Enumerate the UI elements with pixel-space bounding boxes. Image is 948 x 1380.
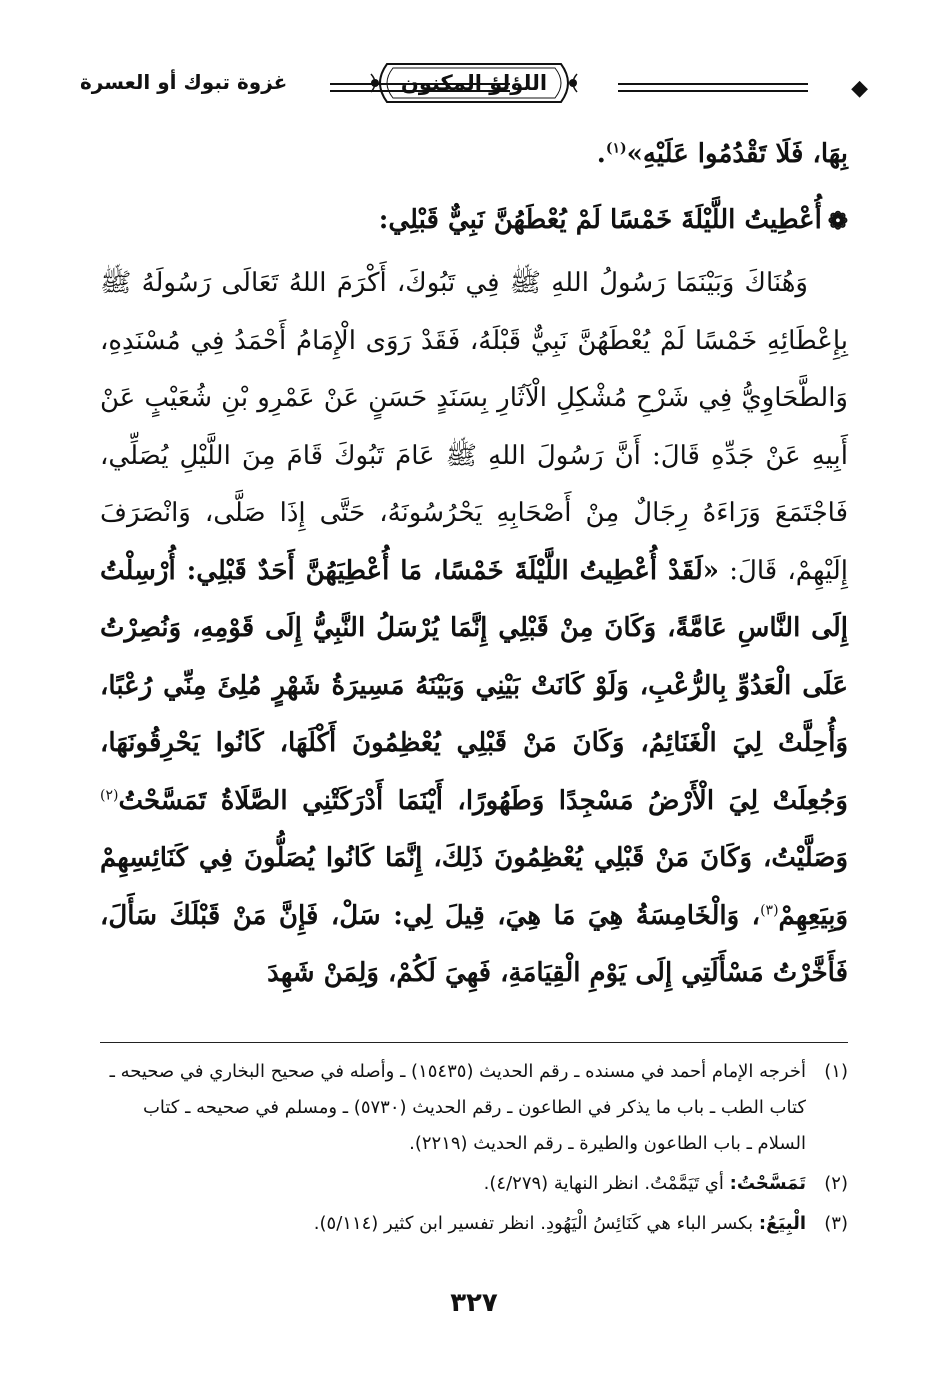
- footnote-ref-2: (٢): [100, 787, 119, 804]
- footnote-ref-3: (٣): [760, 902, 779, 919]
- lead-line-text: بِهَا، فَلَا تَقْدُمُوا عَلَيْهِ»: [626, 139, 848, 169]
- header-ornament-icon: ◆: [851, 76, 868, 101]
- lead-line-end: .: [596, 139, 606, 169]
- book-title: اللؤلؤ المكنون: [400, 71, 548, 95]
- footnote-body: أي تَيَمَّمْتُ. انظر النهاية (٤/٢٧٩).: [483, 1173, 724, 1194]
- running-header: [80, 54, 868, 114]
- header-rule-right: [618, 83, 808, 92]
- footnote-item: [100, 1166, 848, 1202]
- footnote-number: (٢): [824, 1173, 848, 1194]
- footnote-term: تَمَسَّحْتُ:: [729, 1173, 806, 1194]
- footnote-number: (٣): [824, 1213, 848, 1234]
- footnote-text: [100, 1206, 806, 1242]
- footnote-item: [100, 1054, 848, 1162]
- footnotes: [100, 1054, 848, 1246]
- footnote-body: بكسر الباء هي كَنَائِسُ الْيَهُودِ. انظر تفسير ابن كثير (٥/١١٤).: [313, 1213, 754, 1234]
- header-rule-left: [330, 83, 510, 92]
- footnote-text: [100, 1054, 806, 1162]
- hadith-quote-2: وَصَلَّيْتُ، وَكَانَ مَنْ قَبْلِي يُعْظِمُونَ ذَلِكَ، إِنَّمَا كَانُوا يُصَلُّونَ فِي كَنَائِسِهِمْ وَبِيَعِهِمْ: [100, 843, 848, 931]
- flower-bullet-icon: ❁: [827, 205, 848, 235]
- hadith-quote-1: «لَقَدْ أُعْطِيتُ اللَّيْلَةَ خَمْسًا، مَا أُعْطِيَهُنَّ أَحَدٌ قَبْلِي: أُرْسِلْتُ إِلَى النَّاسِ عَامَّةً، وَكَانَ مِنْ قَبْلِي إِنَّمَا يُرْسَلُ النَّبِيُّ إِلَى قَوْمِهِ، وَنُصِرْتُ عَلَى الْعَدُوِّ بِالرُّعْبِ، وَلَوْ كَانَتْ بَيْنِي وَبَيْنَهُ مَسِيرَةُ شَهْرٍ مُلِئَ مِنِّي رُعْبًا، وَأُحِلَّتْ لِيَ الْغَنَائِمُ، وَكَانَ مَنْ قَبْلِي يُعْظِمُونَ أَكْلَهَا، كَانُوا يَحْرِقُونَهَا، وَجُعِلَتْ لِيَ الْأَرْضُ مَسْجِدًا وَطَهُورًا، أَيْنَمَا أَدْرَكَتْنِي الصَّلَاةُ تَمَسَّحْتُ: [100, 555, 848, 816]
- main-text: [100, 126, 848, 1003]
- footnote-item: [100, 1206, 848, 1242]
- footnote-term: الْبِيَعُ:: [758, 1213, 806, 1234]
- footnote-separator: [100, 1042, 848, 1043]
- footnote-text: [100, 1166, 806, 1202]
- paragraph: [100, 255, 848, 1003]
- lead-line: [100, 126, 848, 184]
- hadith-quote-3: ، وَالْخَامِسَةُ هِيَ مَا هِيَ، قِيلَ لِي: سَلْ، فَإِنَّ مَنْ قَبْلَكَ سَأَلَ، فَأَخَّرْتُ مَسْأَلَتِي إِلَى يَوْمِ الْقِيَامَةِ، فَهِيَ لَكُمْ، وَلِمَنْ شَهِدَ: [100, 900, 848, 989]
- footnote-body: أخرجه الإمام أحمد في مسنده ـ رقم الحديث (١٥٤٣٥) ـ وأصله في صحيح البخاري في صحيحه ـ كتاب الطب ـ باب ما يذكر في الطاعون ـ رقم الحديث (٥٧٣٠) ـ ومسلم في صحيحه ـ كتاب السلام ـ باب الطاعون والطيرة ـ رقم الحديث (٢٢١٩).: [109, 1061, 806, 1154]
- page-number: ٣٢٧: [450, 1288, 498, 1318]
- footnote-number: (١): [824, 1061, 848, 1082]
- footnote-ref-1: (١): [605, 140, 627, 157]
- section-heading-text: أُعْطِيتُ اللَّيْلَةَ خَمْسًا لَمْ يُعْطَهُنَّ نَبِيٌّ قَبْلِي:: [378, 204, 822, 235]
- section-heading: [100, 192, 848, 250]
- chapter-title: غزوة تبوك أو العسرة: [80, 70, 288, 94]
- paragraph-text-1: وَهُنَاكَ وَبَيْنَمَا رَسُولُ اللهِ ﷺ فِي تَبُوكَ، أَكْرَمَ اللهُ تَعَالَى رَسُولَهُ ﷺ بِإِعْطَائِهِ خَمْسًا لَمْ يُعْطَهُنَّ نَبِيٌّ قَبْلَهُ، فَقَدْ رَوَى الْإِمَامُ أَحْمَدُ فِي مُسْنَدِهِ، وَالطَّحَاوِيُّ فِي شَرْحِ مُشْكِلِ الْآثَارِ بِسَنَدٍ حَسَنٍ عَنْ عَمْرِو بْنِ شُعَيْبٍ عَنْ أَبِيهِ عَنْ جَدِّهِ قَالَ: أَنَّ رَسُولَ اللهِ ﷺ عَامَ تَبُوكَ قَامَ مِنَ اللَّيْلِ يُصَلِّي، فَاجْتَمَعَ وَرَاءَهُ رِجَالٌ مِنْ أَصْحَابِهِ يَحْرُسُونَهُ، حَتَّى إِذَا صَلَّى، وَانْصَرَفَ إِلَيْهِمْ، قَالَ:: [100, 268, 849, 586]
